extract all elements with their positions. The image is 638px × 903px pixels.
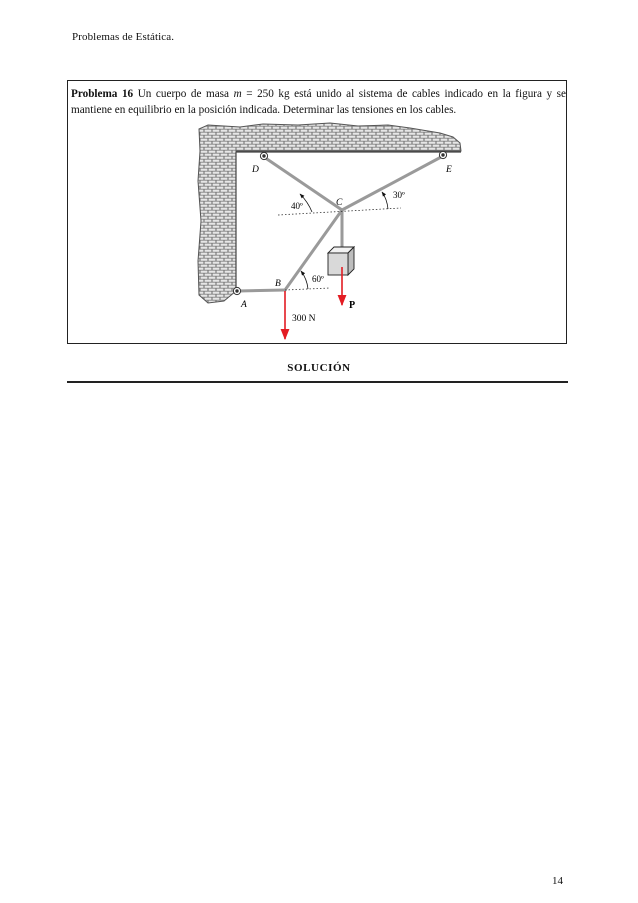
problem-text-part2: = 250 kg está unido al sistema de cables indicado en la figura y se mantiene en equilibrio en la posición indicada. Determinar las tensiones en los cables. (71, 88, 566, 116)
label-b: B (275, 279, 281, 289)
angle-label-40: 40º (291, 201, 303, 211)
mass-block (328, 247, 354, 275)
cable-system-figure (68, 81, 568, 345)
label-a: A (241, 300, 247, 310)
label-d: D (252, 165, 259, 175)
cable-c-e (342, 156, 443, 210)
force-label-300n: 300 N (292, 314, 316, 324)
mass-variable: m (233, 88, 242, 100)
angle-arc-30 (382, 192, 388, 209)
angle-arc-60 (301, 271, 308, 289)
reference-line-b (285, 288, 330, 290)
label-e: E (446, 165, 452, 175)
label-c: C (336, 198, 343, 208)
solution-heading: SOLUCIÓN (287, 362, 351, 374)
brick-wall (198, 123, 461, 303)
cable-c-d (264, 157, 342, 210)
page-header: Problemas de Estática. (72, 31, 175, 43)
force-label-p: P (349, 300, 356, 311)
page-number: 14 (552, 875, 563, 887)
section-divider (67, 381, 568, 383)
problem-text-part1: Un cuerpo de masa (133, 88, 234, 100)
angle-label-60: 60º (312, 274, 324, 284)
angle-label-30: 30º (393, 190, 405, 200)
cable-a-b (238, 290, 285, 291)
problem-label: Problema 16 (71, 88, 134, 100)
problem-box (67, 80, 567, 344)
